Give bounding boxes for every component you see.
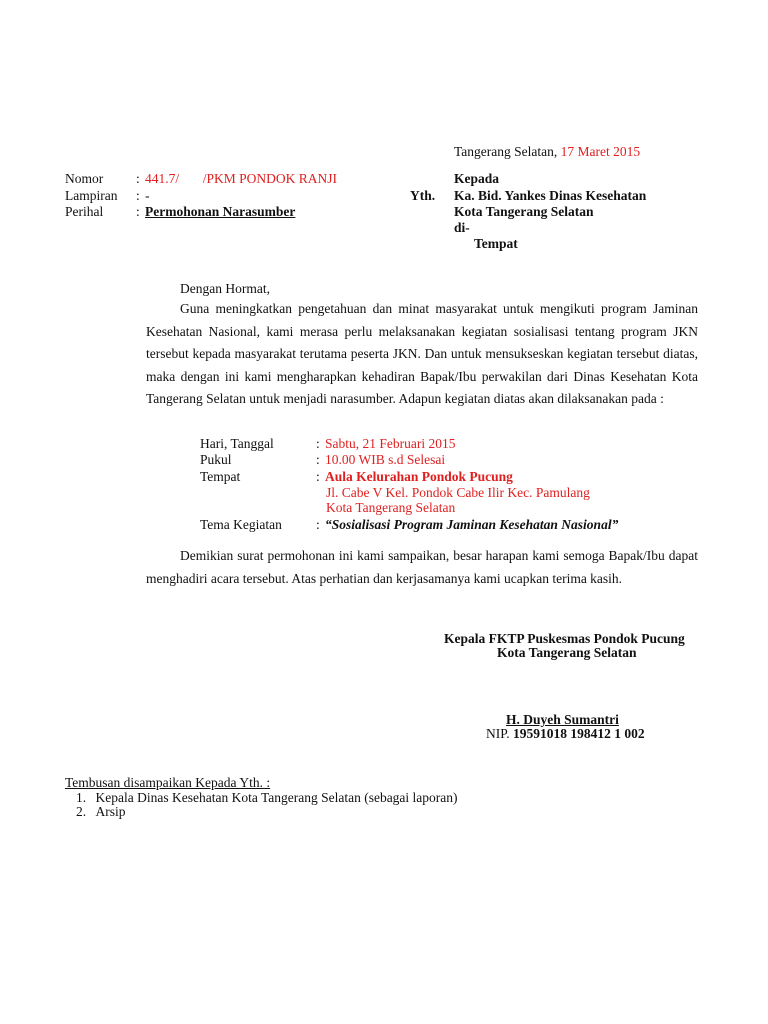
nip-label: NIP.: [486, 726, 510, 741]
body-paragraph-1: [146, 298, 698, 411]
cc-item-text: Kepala Dinas Kesehatan Kota Tangerang Selatan (sebagai laporan): [95, 790, 458, 805]
cc-heading: Tembusan disampaikan Kepada Yth. :: [65, 775, 271, 790]
signature-nip: [486, 726, 645, 742]
perihal-value: Permohonan Narasumber: [145, 204, 296, 219]
recipient-yth: Yth.: [410, 188, 436, 203]
tempat-label: Tempat: [200, 469, 241, 484]
body-paragraph-2: [146, 545, 698, 590]
date-place: Tangerang Selatan,: [454, 144, 558, 159]
hari-sep: :: [316, 436, 320, 451]
cc-item-number: 2.: [76, 804, 87, 819]
greeting: Dengan Hormat,: [180, 281, 270, 296]
pukul-sep: :: [316, 452, 320, 467]
cc-item: [76, 804, 126, 820]
recipient-line4: Tempat: [474, 236, 518, 251]
nomor-sep: :: [136, 171, 140, 186]
cc-item-text: Arsip: [95, 804, 126, 819]
tempat-value: Aula Kelurahan Pondok Pucung: [325, 469, 513, 484]
lampiran-sep: :: [136, 188, 140, 203]
tempat-sep: :: [316, 469, 320, 484]
tempat-address-1: Jl. Cabe V Kel. Pondok Cabe Ilir Kec. Pamulang: [326, 485, 590, 500]
cc-item-number: 1.: [76, 790, 87, 805]
tema-label: Tema Kegiatan: [200, 517, 282, 532]
recipient-line3: di-: [454, 220, 470, 235]
signature-title-1: Kepala FKTP Puskesmas Pondok Pucung: [444, 631, 685, 646]
date-value: 17 Maret 2015: [560, 144, 641, 159]
recipient-line1: Ka. Bid. Yankes Dinas Kesehatan: [454, 188, 647, 203]
signature-title-2: Kota Tangerang Selatan: [497, 645, 637, 660]
hari-label: Hari, Tanggal: [200, 436, 274, 451]
lampiran-value: -: [145, 188, 150, 203]
recipient-kepada: Kepada: [454, 171, 500, 186]
pukul-label: Pukul: [200, 452, 232, 467]
paragraph-2-text: Demikian surat permohonan ini kami sampaikan, besar harapan kami semoga Bapak/Ibu dapat menghadiri acara tersebut. Atas perhatian dan kerjasamanya kami ucapkan terima kasih.: [146, 548, 698, 586]
hari-value: Sabtu, 21 Februari 2015: [325, 436, 456, 451]
pukul-value: 10.00 WIB s.d Selesai: [325, 452, 446, 467]
tema-sep: :: [316, 517, 320, 532]
paragraph-1-text: Guna meningkatkan pengetahuan dan minat masyarakat untuk mengikuti program Jaminan Kesehatan Nasional, kami merasa perlu melaksanakan kegiatan sosialisasi tentang program JKN tersebut kepada masyarakat terutama peserta JKN. Dan untuk mensukseskan kegiatan tersebut diatas, maka dengan ini kami mengharapkan kehadiran Bapak/Ibu perwakilan dari Dinas Kesehatan Kota Tangerang Selatan untuk menjadi narasumber. Adapun kegiatan diatas akan dilaksanakan pada :: [146, 301, 698, 406]
nip-value: 19591018 198412 1 002: [513, 726, 645, 741]
perihal-sep: :: [136, 204, 140, 219]
nomor-value: 441.7/ /PKM PONDOK RANJI: [145, 171, 338, 186]
tempat-address-2: Kota Tangerang Selatan: [326, 500, 456, 515]
recipient-line2: Kota Tangerang Selatan: [454, 204, 594, 219]
lampiran-label: Lampiran: [65, 188, 118, 203]
perihal-label: Perihal: [65, 204, 104, 219]
cc-item: [76, 790, 458, 806]
signature-name: H. Duyeh Sumantri: [506, 712, 619, 727]
nomor-label: Nomor: [65, 171, 104, 186]
letter-date: [454, 144, 640, 160]
tema-value: “Sosialisasi Program Jaminan Kesehatan Nasional”: [325, 517, 619, 532]
